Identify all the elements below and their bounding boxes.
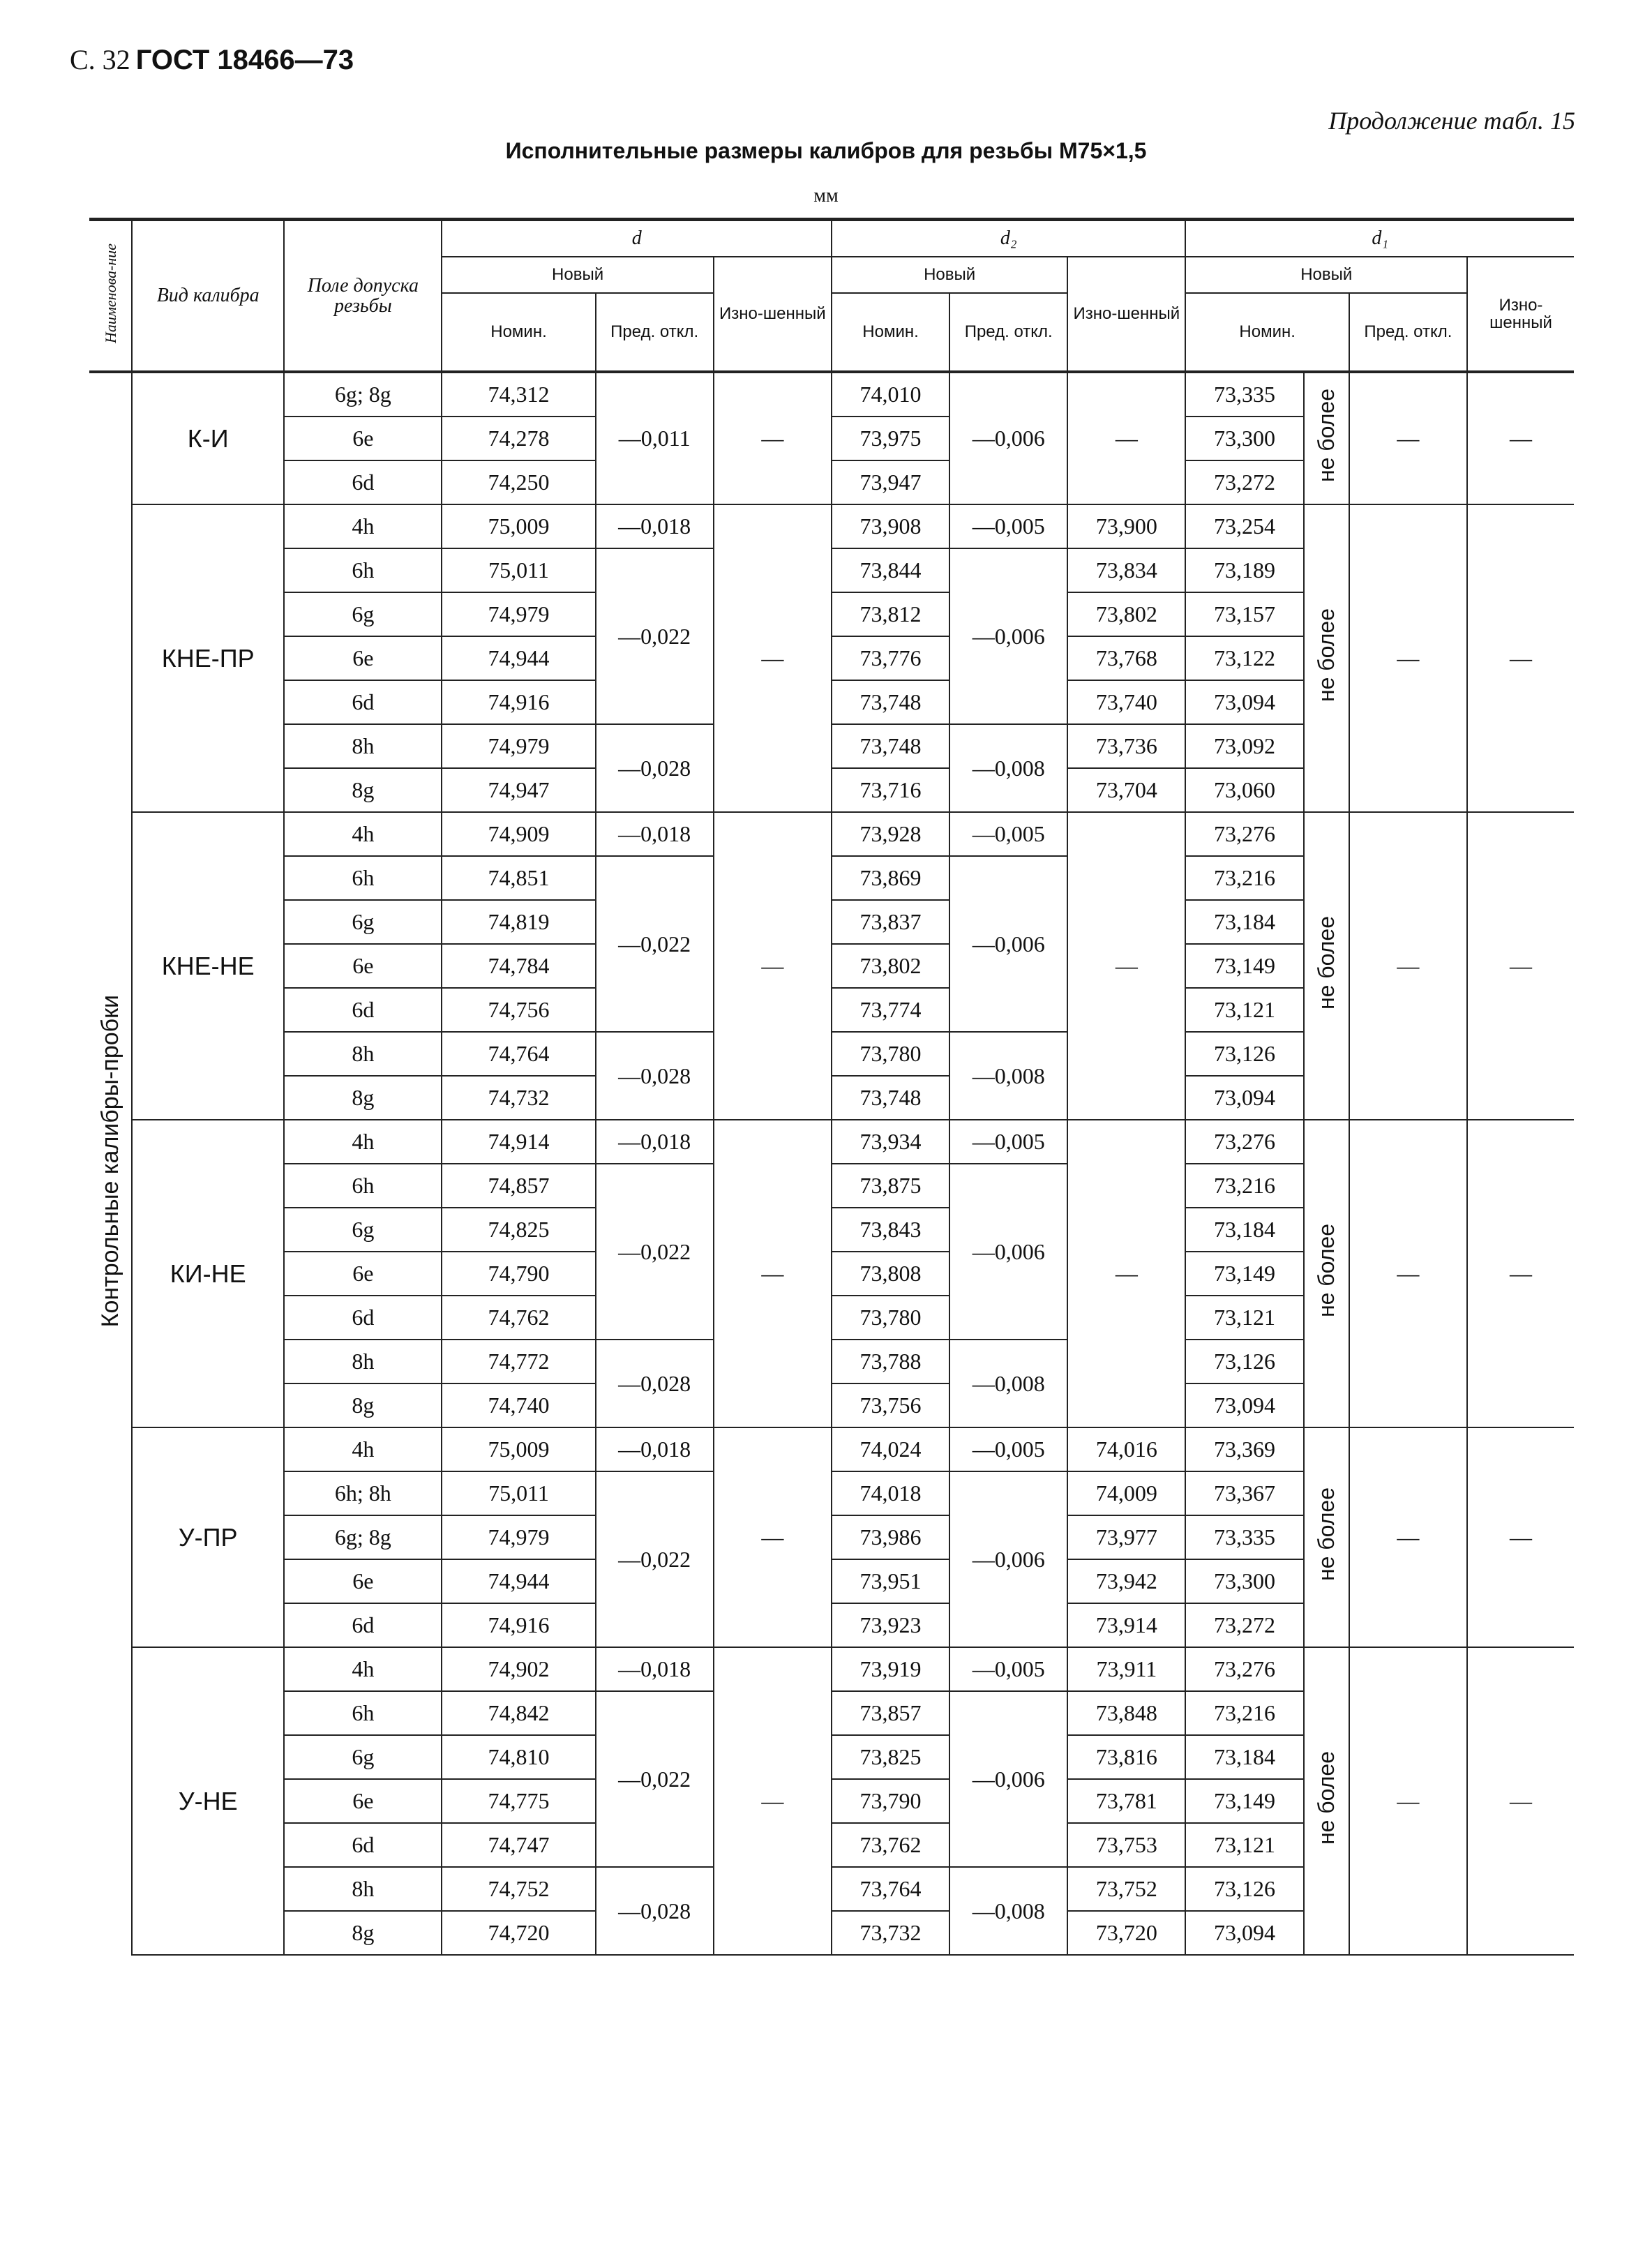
d1-nominal-cell: 73,121 [1185,1823,1303,1867]
d-deviation-cell: —0,018 [596,1427,714,1471]
d2-worn-cell: 74,016 [1067,1427,1185,1471]
d1-nominal-cell: 73,094 [1185,1383,1303,1427]
d2-nominal-cell: 73,923 [832,1603,949,1647]
d-deviation-cell: —0,022 [596,1471,714,1647]
d-nominal-cell: 74,762 [442,1296,595,1340]
d2-nominal-cell: 73,788 [832,1340,949,1383]
gauge-kind: К-И [132,372,284,504]
d2-nominal-cell: 73,951 [832,1559,949,1603]
d1-nominal-cell: 73,272 [1185,1603,1303,1647]
table-row [89,1647,1574,1691]
tolerance-cell: 6d [284,1603,442,1647]
d2-worn-cell: 73,753 [1067,1823,1185,1867]
d2-nominal-cell: 73,857 [832,1691,949,1735]
d1-nominal-cell: 73,149 [1185,1779,1303,1823]
d1-nominal-cell: 73,216 [1185,1164,1303,1208]
header-d2: d₂ [832,220,1186,257]
d1-nominal-cell: 73,149 [1185,1252,1303,1296]
d2-worn-cell: 73,740 [1067,680,1185,724]
d1-nominal-cell: 73,184 [1185,900,1303,944]
d-nominal-cell: 74,775 [442,1779,595,1823]
tolerance-cell: 8h [284,1032,442,1076]
d2-nominal-cell: 73,908 [832,504,949,548]
d2-deviation-cell: —0,005 [949,812,1067,856]
d2-nominal-cell: 73,869 [832,856,949,900]
tolerance-cell: 6e [284,944,442,988]
d2-nominal-cell: 73,919 [832,1647,949,1691]
d-nominal-cell: 74,979 [442,1515,595,1559]
d2-deviation-cell: —0,006 [949,856,1067,1032]
d1-worn-cell: — [1467,1427,1574,1647]
d2-worn-cell: 74,009 [1067,1471,1185,1515]
d2-nominal-cell: 73,837 [832,900,949,944]
d2-nominal-cell: 74,024 [832,1427,949,1471]
d1-deviation-cell: — [1349,1647,1467,1955]
page-header [70,43,354,76]
d-nominal-cell: 74,902 [442,1647,595,1691]
tolerance-cell: 6d [284,680,442,724]
tolerance-cell: 6d [284,1296,442,1340]
header-tolerance: Поле допуска резьбы [284,220,442,373]
d-nominal-cell: 74,250 [442,460,595,504]
not-more-cell [1304,812,1349,1120]
d-nominal-cell: 75,009 [442,504,595,548]
d-deviation-cell: —0,011 [596,372,714,504]
tolerance-cell: 6g; 8g [284,372,442,417]
d2-nominal-cell: 73,748 [832,1076,949,1120]
d1-nominal-cell: 73,216 [1185,1691,1303,1735]
tolerance-cell: 4h [284,504,442,548]
d1-nominal-cell: 73,092 [1185,724,1303,768]
d-deviation-cell: —0,028 [596,1867,714,1955]
d-nominal-cell: 75,011 [442,548,595,592]
d1-nominal-cell: 73,094 [1185,1076,1303,1120]
d2-nominal-cell: 73,843 [832,1208,949,1252]
table-body [89,372,1574,1955]
header-d2-worn: Изно-шенный [1067,257,1185,372]
header-d2-deviation: Пред. откл. [949,293,1067,372]
d-nominal-cell: 74,857 [442,1164,595,1208]
d2-nominal-cell: 73,934 [832,1120,949,1164]
tolerance-cell: 8h [284,1340,442,1383]
header-d1-new: Новый [1185,257,1467,293]
d1-nominal-cell: 73,272 [1185,460,1303,504]
d-deviation-cell: —0,028 [596,1340,714,1427]
tolerance-cell: 8g [284,768,442,812]
d-nominal-cell: 74,790 [442,1252,595,1296]
d-nominal-cell: 74,944 [442,636,595,680]
d1-worn-cell: — [1467,504,1574,812]
header-kind: Вид калибра [132,220,284,373]
d2-nominal-cell: 73,748 [832,724,949,768]
header-d2-nominal: Номин. [832,293,949,372]
tolerance-cell: 8h [284,724,442,768]
d1-nominal-cell: 73,126 [1185,1340,1303,1383]
d-deviation-cell: —0,022 [596,856,714,1032]
d1-nominal-cell: 73,060 [1185,768,1303,812]
not-more-cell [1304,1427,1349,1647]
tolerance-cell: 4h [284,1120,442,1164]
header-d1-worn: Изно-шенный [1467,257,1574,372]
d1-deviation-cell: — [1349,1427,1467,1647]
d2-worn-cell: 73,942 [1067,1559,1185,1603]
d-nominal-cell: 74,752 [442,1867,595,1911]
not-more-label: не более [1313,1224,1339,1318]
d-nominal-cell: 74,819 [442,900,595,944]
d2-worn-cell: 73,977 [1067,1515,1185,1559]
d2-deviation-cell: —0,005 [949,1120,1067,1164]
header-d-new: Новый [442,257,713,293]
d2-worn-cell: 73,781 [1067,1779,1185,1823]
d2-worn-cell: — [1067,812,1185,1120]
tolerance-cell: 6g [284,1735,442,1779]
d1-worn-cell: — [1467,372,1574,504]
d2-nominal-cell: 73,780 [832,1296,949,1340]
d2-nominal-cell: 73,748 [832,680,949,724]
d-nominal-cell: 74,914 [442,1120,595,1164]
d-worn-cell: — [714,1647,832,1955]
d1-nominal-cell: 73,335 [1185,1515,1303,1559]
tolerance-cell: 8h [284,1867,442,1911]
d1-nominal-cell: 73,184 [1185,1735,1303,1779]
d1-nominal-cell: 73,216 [1185,856,1303,900]
d2-deviation-cell: —0,008 [949,1340,1067,1427]
d2-deviation-cell: —0,005 [949,1647,1067,1691]
d2-deviation-cell: —0,005 [949,1427,1067,1471]
d-nominal-cell: 74,851 [442,856,595,900]
table-row [89,1120,1574,1164]
d1-nominal-cell: 73,121 [1185,988,1303,1032]
d-nominal-cell: 74,747 [442,1823,595,1867]
d1-nominal-cell: 73,126 [1185,1867,1303,1911]
d2-worn-cell: 73,834 [1067,548,1185,592]
header-d1-nominal: Номин. [1185,293,1349,372]
page-number: С. 32 [70,44,130,75]
d2-nominal-cell: 73,764 [832,1867,949,1911]
d2-nominal-cell: 73,780 [832,1032,949,1076]
d2-deviation-cell: —0,008 [949,1032,1067,1120]
d-nominal-cell: 74,278 [442,417,595,460]
tolerance-cell: 6h [284,548,442,592]
d-deviation-cell: —0,018 [596,812,714,856]
d-nominal-cell: 74,732 [442,1076,595,1120]
d-deviation-cell: —0,018 [596,504,714,548]
d-worn-cell: — [714,1427,832,1647]
d2-worn-cell: 73,914 [1067,1603,1185,1647]
gauge-kind: У-НЕ [132,1647,284,1955]
d1-deviation-cell: — [1349,372,1467,504]
d1-nominal-cell: 73,157 [1185,592,1303,636]
d1-nominal-cell: 73,094 [1185,1911,1303,1955]
d2-deviation-cell: —0,006 [949,548,1067,724]
d-deviation-cell: —0,022 [596,1164,714,1340]
not-more-label: не более [1313,1487,1339,1582]
d-nominal-cell: 75,009 [442,1427,595,1471]
d1-nominal-cell: 73,254 [1185,504,1303,548]
d2-worn-cell: 73,816 [1067,1735,1185,1779]
table-row [89,372,1574,417]
d-worn-cell: — [714,812,832,1120]
d-nominal-cell: 74,979 [442,592,595,636]
tolerance-cell: 6h [284,1691,442,1735]
d-nominal-cell: 74,979 [442,724,595,768]
header-d2-new: Новый [832,257,1067,293]
d2-nominal-cell: 73,986 [832,1515,949,1559]
d1-nominal-cell: 73,184 [1185,1208,1303,1252]
gauge-kind: КНЕ-НЕ [132,812,284,1120]
tolerance-cell: 6g [284,900,442,944]
d-worn-cell: — [714,504,832,812]
d1-deviation-cell: — [1349,812,1467,1120]
d2-nominal-cell: 73,875 [832,1164,949,1208]
tolerance-cell: 6d [284,460,442,504]
units-label: мм [813,185,839,207]
d2-worn-cell: 73,900 [1067,504,1185,548]
d1-nominal-cell: 73,276 [1185,1647,1303,1691]
tolerance-cell: 6e [284,1559,442,1603]
d2-nominal-cell: 73,776 [832,636,949,680]
d2-nominal-cell: 73,812 [832,592,949,636]
d2-worn-cell: 73,704 [1067,768,1185,812]
d2-deviation-cell: —0,008 [949,1867,1067,1955]
d1-nominal-cell: 73,300 [1185,1559,1303,1603]
d-nominal-cell: 74,740 [442,1383,595,1427]
d2-deviation-cell: —0,006 [949,1164,1067,1340]
d1-nominal-cell: 73,121 [1185,1296,1303,1340]
gauge-kind: КНЕ-ПР [132,504,284,812]
d1-nominal-cell: 73,276 [1185,1120,1303,1164]
continuation-note: Продолжение табл. 15 [1328,107,1575,135]
group-name-cell [89,372,132,1955]
d2-nominal-cell: 73,732 [832,1911,949,1955]
not-more-cell [1304,504,1349,812]
d-deviation-cell: —0,022 [596,1691,714,1867]
header-d-nominal: Номин. [442,293,595,372]
d-nominal-cell: 74,916 [442,680,595,724]
d-worn-cell: — [714,1120,832,1427]
d2-worn-cell: 73,720 [1067,1911,1185,1955]
d2-nominal-cell: 74,010 [832,372,949,417]
d2-nominal-cell: 73,756 [832,1383,949,1427]
not-more-cell [1304,372,1349,504]
d-worn-cell: — [714,372,832,504]
tolerance-cell: 6g [284,592,442,636]
not-more-label: не более [1313,608,1339,703]
gauge-kind: У-ПР [132,1427,284,1647]
d-nominal-cell: 74,842 [442,1691,595,1735]
tolerance-cell: 6e [284,636,442,680]
table-row [89,812,1574,856]
d2-deviation-cell: —0,008 [949,724,1067,812]
d-nominal-cell: 74,756 [442,988,595,1032]
tolerance-cell: 8g [284,1076,442,1120]
d-nominal-cell: 74,810 [442,1735,595,1779]
d2-nominal-cell: 73,790 [832,1779,949,1823]
not-more-label: не более [1313,916,1339,1010]
header-d-worn: Изно-шенный [714,257,832,372]
d2-deviation-cell: —0,006 [949,1691,1067,1867]
tolerance-cell: 6h; 8h [284,1471,442,1515]
tolerance-cell: 4h [284,1647,442,1691]
tolerance-cell: 6h [284,856,442,900]
table-row [89,504,1574,548]
d2-deviation-cell: —0,005 [949,504,1067,548]
d-nominal-cell: 74,909 [442,812,595,856]
not-more-cell [1304,1647,1349,1955]
tolerance-cell: 6e [284,1252,442,1296]
d-deviation-cell: —0,018 [596,1120,714,1164]
d2-deviation-cell: —0,006 [949,1471,1067,1647]
d2-nominal-cell: 73,844 [832,548,949,592]
d1-worn-cell: — [1467,1120,1574,1427]
d2-worn-cell: 73,768 [1067,636,1185,680]
gauge-kind: КИ-НЕ [132,1120,284,1427]
d2-nominal-cell: 74,018 [832,1471,949,1515]
d-nominal-cell: 74,784 [442,944,595,988]
d-deviation-cell: —0,028 [596,724,714,812]
d2-worn-cell: 73,848 [1067,1691,1185,1735]
tolerance-cell: 6g [284,1208,442,1252]
d1-nominal-cell: 73,126 [1185,1032,1303,1076]
d-nominal-cell: 75,011 [442,1471,595,1515]
d-deviation-cell: —0,028 [596,1032,714,1120]
d-nominal-cell: 74,944 [442,1559,595,1603]
table-title: Исполнительные размеры калибров для резьбы М75×1,5 [505,138,1147,163]
d2-deviation-cell: —0,006 [949,372,1067,504]
d2-worn-cell: — [1067,1120,1185,1427]
d1-nominal-cell: 73,189 [1185,548,1303,592]
d-nominal-cell: 74,947 [442,768,595,812]
d2-nominal-cell: 73,802 [832,944,949,988]
d1-nominal-cell: 73,369 [1185,1427,1303,1471]
header-d: d [442,220,831,257]
d1-nominal-cell: 73,276 [1185,812,1303,856]
d1-nominal-cell: 73,122 [1185,636,1303,680]
tolerance-cell: 8g [284,1383,442,1427]
d1-nominal-cell: 73,094 [1185,680,1303,724]
table-row [89,1427,1574,1471]
not-more-label: не более [1313,389,1339,483]
d1-worn-cell: — [1467,812,1574,1120]
d-nominal-cell: 74,825 [442,1208,595,1252]
d-nominal-cell: 74,720 [442,1911,595,1955]
tolerance-cell: 6h [284,1164,442,1208]
tolerance-cell: 4h [284,812,442,856]
d2-nominal-cell: 73,762 [832,1823,949,1867]
d2-worn-cell: — [1067,372,1185,504]
d2-nominal-cell: 73,975 [832,417,949,460]
group-name: Контрольные калибры-пробки [96,995,123,1328]
d2-nominal-cell: 73,774 [832,988,949,1032]
d2-nominal-cell: 73,928 [832,812,949,856]
dimensions-table [89,218,1574,1956]
not-more-label: не более [1313,1751,1339,1845]
d-deviation-cell: —0,022 [596,548,714,724]
d1-nominal-cell: 73,149 [1185,944,1303,988]
d1-worn-cell: — [1467,1647,1574,1955]
d1-deviation-cell: — [1349,1120,1467,1427]
d-nominal-cell: 74,312 [442,372,595,417]
d1-nominal-cell: 73,335 [1185,372,1303,417]
d2-worn-cell: 73,802 [1067,592,1185,636]
d1-nominal-cell: 73,367 [1185,1471,1303,1515]
d2-nominal-cell: 73,947 [832,460,949,504]
d1-deviation-cell: — [1349,504,1467,812]
tolerance-cell: 6g; 8g [284,1515,442,1559]
d2-worn-cell: 73,911 [1067,1647,1185,1691]
not-more-cell [1304,1120,1349,1427]
d2-worn-cell: 73,752 [1067,1867,1185,1911]
d-nominal-cell: 74,916 [442,1603,595,1647]
tolerance-cell: 4h [284,1427,442,1471]
table-header [89,220,1574,373]
tolerance-cell: 8g [284,1911,442,1955]
tolerance-cell: 6e [284,1779,442,1823]
d2-nominal-cell: 73,825 [832,1735,949,1779]
standard-code: ГОСТ 18466—73 [135,45,354,75]
header-d-deviation: Пред. откл. [596,293,714,372]
d2-nominal-cell: 73,716 [832,768,949,812]
d-deviation-cell: —0,018 [596,1647,714,1691]
tolerance-cell: 6e [284,417,442,460]
header-d1-deviation: Пред. откл. [1349,293,1467,372]
d-nominal-cell: 74,764 [442,1032,595,1076]
tolerance-cell: 6d [284,988,442,1032]
d2-worn-cell: 73,736 [1067,724,1185,768]
d2-nominal-cell: 73,808 [832,1252,949,1296]
tolerance-cell: 6d [284,1823,442,1867]
header-d1: d₁ [1185,220,1574,257]
header-name: Наименова-ние [89,220,132,373]
d1-nominal-cell: 73,300 [1185,417,1303,460]
d-nominal-cell: 74,772 [442,1340,595,1383]
